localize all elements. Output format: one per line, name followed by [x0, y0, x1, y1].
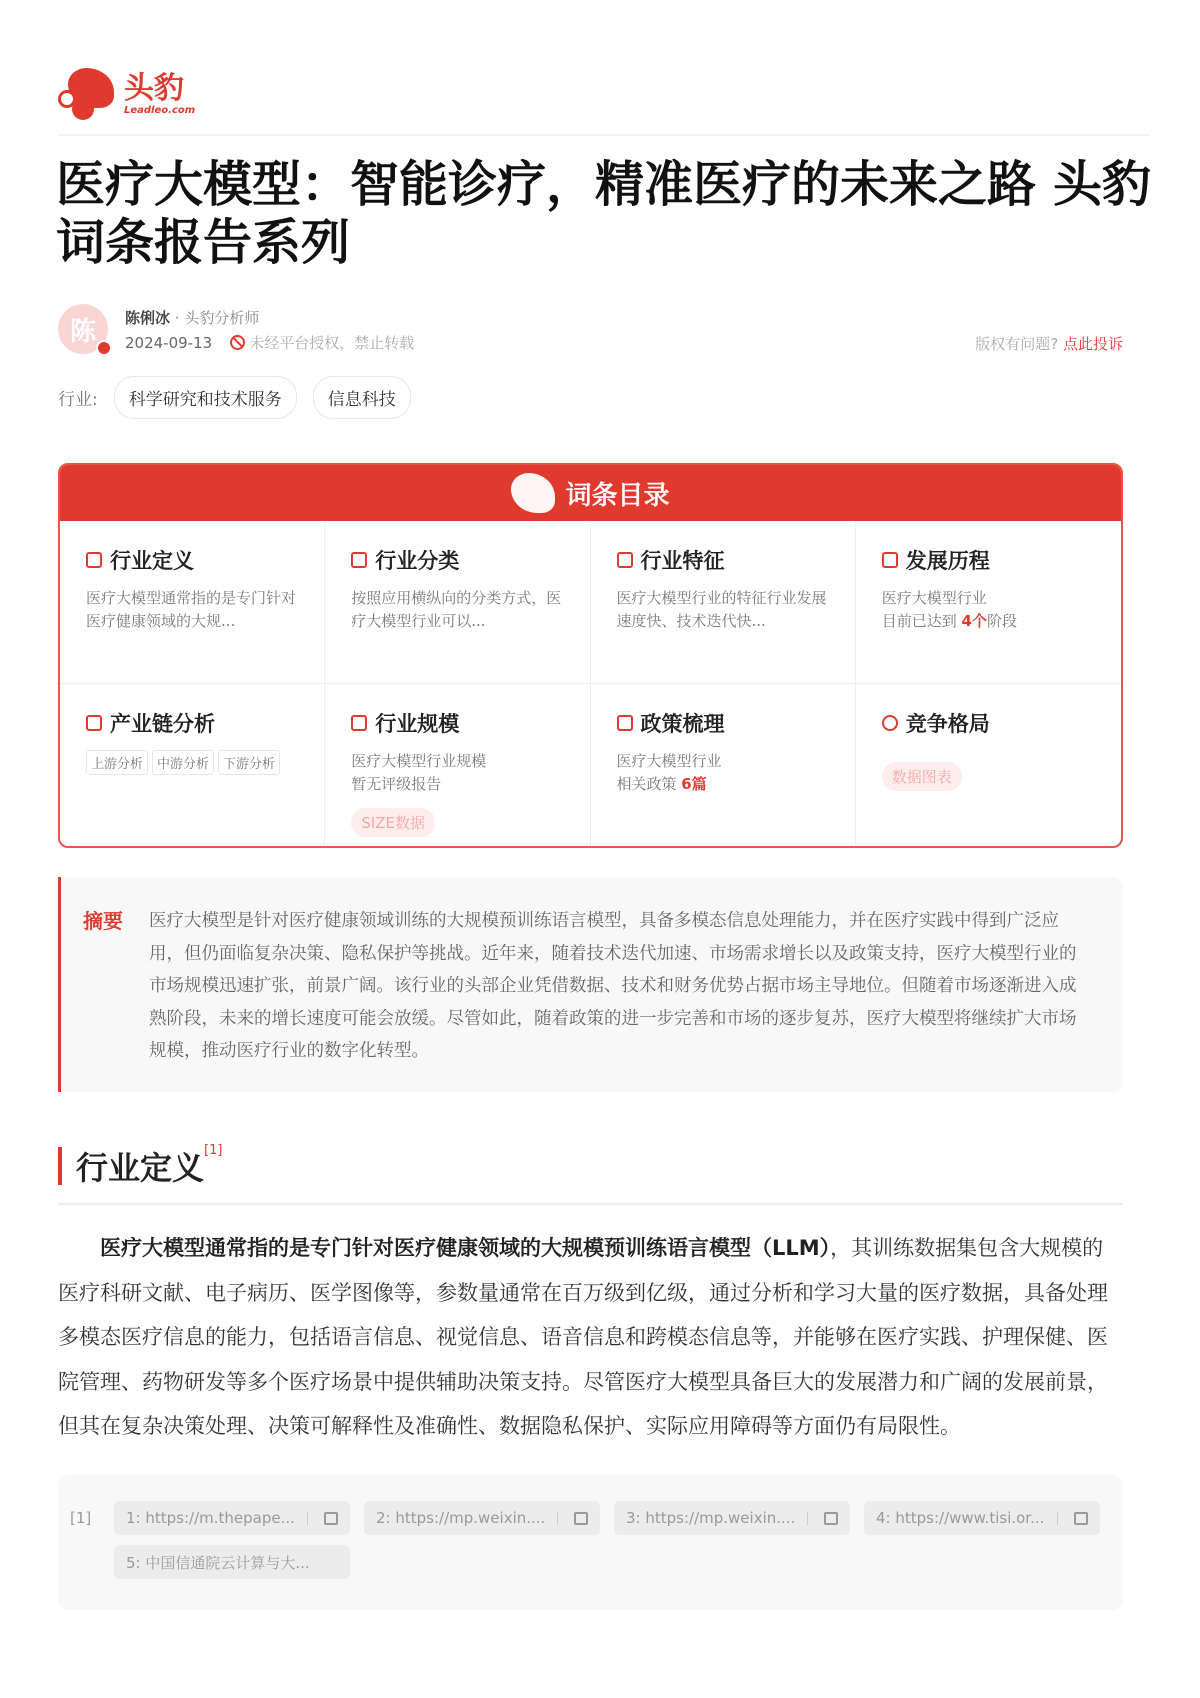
catalog-item-title: 发展历程 — [905, 549, 990, 573]
author-name[interactable]: 陈俐冰 — [125, 309, 171, 327]
downstream-chip[interactable]: 下游分析 — [218, 750, 280, 775]
external-link-icon[interactable] — [1074, 1512, 1088, 1525]
chip-icon — [617, 552, 633, 568]
industry-row — [58, 376, 411, 419]
reference-link[interactable]: 5: 中国信通院云计算与大... — [114, 1545, 350, 1579]
catalog-card — [58, 463, 1123, 848]
catalog-item-desc: 医疗大模型行业 相关政策 6篇 — [616, 752, 722, 793]
catalog-item-title: 行业特征 — [640, 549, 725, 573]
hierarchy-icon — [351, 552, 367, 568]
reference-index: [1] — [70, 1509, 92, 1527]
leopard-logo-icon — [58, 68, 116, 120]
avatar-badge-icon — [96, 340, 112, 356]
catalog-item-title: 政策梳理 — [640, 712, 725, 736]
catalog-header — [60, 465, 1121, 521]
external-link-icon[interactable] — [324, 1512, 338, 1525]
publish-date: 2024-09-13 — [125, 333, 213, 352]
section-title: 行业定义 — [76, 1149, 205, 1187]
reprint-notice: 未经平台授权，禁止转载 — [249, 334, 415, 352]
catalog-item-title: 行业规模 — [375, 712, 460, 736]
reference-link[interactable]: 1: https://m.thepape... — [114, 1501, 350, 1535]
catalog-item-competition[interactable] — [856, 684, 1121, 847]
page-title: 医疗大模型：智能诊疗，精准医疗的未来之路 头豹词条报告系列 — [56, 156, 1152, 271]
avatar — [58, 304, 108, 354]
catalog-item-desc: 医疗大模型行业 目前已达到 4个阶段 — [881, 589, 1017, 630]
data-chart-pill[interactable]: 数据图表 — [882, 762, 962, 791]
complaint-link[interactable]: 点此投诉 — [1062, 335, 1123, 353]
definition-bold: 医疗大模型通常指的是专门针对医疗健康领域的大规模预训练语言模型（LLM） — [100, 1236, 831, 1260]
timeline-icon — [882, 552, 898, 568]
industry-tag[interactable]: 信息科技 — [313, 376, 411, 419]
size-data-pill[interactable]: SIZE数据 — [351, 808, 435, 837]
bar-chart-icon — [351, 715, 367, 731]
search-doc-icon — [86, 552, 102, 568]
brand-logo[interactable] — [58, 68, 195, 120]
catalog-item-history[interactable] — [856, 521, 1121, 684]
section-heading — [58, 1143, 222, 1189]
industry-tag[interactable]: 科学研究和技术服务 — [114, 376, 297, 419]
brand-name: 头豹 — [124, 70, 184, 106]
document-icon — [617, 715, 633, 731]
avatar-initial: 陈 — [69, 316, 96, 347]
catalog-item-policy[interactable] — [591, 684, 856, 847]
author-role: · 头豹分析师 — [174, 309, 260, 327]
chain-icon — [86, 715, 102, 731]
definition-text: ，其训练数据集包含大规模的医疗科研文献、电子病历、医学图像等，参数量通常在百万级到亿级，通过分析和学习大量的医疗数据，具备处理多模态医疗信息的能力，包括语言信息、视觉信息、语音信息和跨模态信息等，并能够在医疗实践、护理保健、医院管理、药物研发等多个医疗场景中提供辅助决策支持。尽管医疗大模型具备巨大的发展潜力和广阔的发展前景，但其在复杂决策处理、决策可解释性及准确性、数据隐私保护、实际应用障碍等方面仍有局限性。 — [58, 1236, 1108, 1438]
catalog-item-title: 产业链分析 — [110, 712, 215, 736]
header-divider — [58, 134, 1150, 136]
pie-chart-icon — [882, 715, 898, 731]
brand-domain: Leadleo.com — [124, 104, 196, 116]
reference-link[interactable]: 2: https://mp.weixin.... — [364, 1501, 600, 1535]
section-divider — [58, 1203, 1123, 1205]
catalog-item-desc: 医疗大模型行业的特征行业发展速度快、技术迭代快... — [616, 589, 827, 630]
catalog-item-title: 行业定义 — [110, 549, 194, 573]
catalog-item-desc: 医疗大模型行业规模 暂无评级报告 — [351, 752, 487, 793]
summary-box — [58, 877, 1123, 1092]
midstream-chip[interactable]: 中游分析 — [152, 750, 214, 775]
catalog-item-chain[interactable] — [60, 684, 325, 847]
catalog-item-title: 行业分类 — [375, 549, 460, 573]
external-link-icon[interactable] — [574, 1512, 588, 1525]
author-line — [125, 307, 259, 328]
catalog-item-desc: 医疗大模型通常指的是专门针对医疗健康领域的大规... — [86, 589, 297, 630]
summary-text: 医疗大模型是针对医疗健康领域训练的大规模预训练语言模型，具备多模态信息处理能力，并在医疗实践中得到广泛应用，但仍面临复杂决策、隐私保护等挑战。近年来，随着技术迭代加速、市场需求增长以及政策支持，医疗大模型行业的市场规模迅速扩张，前景广阔。该行业的头部企业凭借数据、技术和财务优势占据市场主导地位。但随着市场逐渐进入成熟阶段，未来的增长速度可能会放缓。尽管如此，随着政策的进一步完善和市场的逐步复苏，医疗大模型将继续扩大市场规模，推动医疗行业的数字化转型。 — [149, 911, 1077, 1061]
reference-marker[interactable]: [1] — [204, 1143, 223, 1158]
industry-label: 行业: — [58, 390, 98, 410]
external-link-icon[interactable] — [824, 1512, 838, 1525]
catalog-item-title: 竞争格局 — [905, 712, 990, 736]
catalog-item-scale[interactable] — [325, 684, 590, 847]
reference-link[interactable]: 3: https://mp.weixin.... — [614, 1501, 850, 1535]
definition-paragraph — [58, 1226, 1123, 1449]
references-box — [58, 1475, 1123, 1610]
heading-bar — [58, 1147, 62, 1185]
author-meta — [125, 332, 414, 353]
catalog-item-definition[interactable] — [60, 521, 325, 684]
copyright-question: 版权有问题? — [975, 335, 1059, 353]
catalog-item-desc: 按照应用横纵向的分类方式，医疗大模型行业可以... — [351, 589, 562, 630]
upstream-chip[interactable]: 上游分析 — [86, 750, 148, 775]
ban-icon — [230, 335, 245, 350]
catalog-item-features[interactable] — [591, 521, 856, 684]
copyright-notice — [975, 333, 1123, 354]
summary-label: 摘要 — [83, 909, 123, 933]
reference-link[interactable]: 4: https://www.tisi.or... — [864, 1501, 1100, 1535]
catalog-item-classification[interactable] — [325, 521, 590, 684]
leopard-logo-icon — [511, 473, 555, 513]
catalog-title: 词条目录 — [565, 480, 670, 511]
